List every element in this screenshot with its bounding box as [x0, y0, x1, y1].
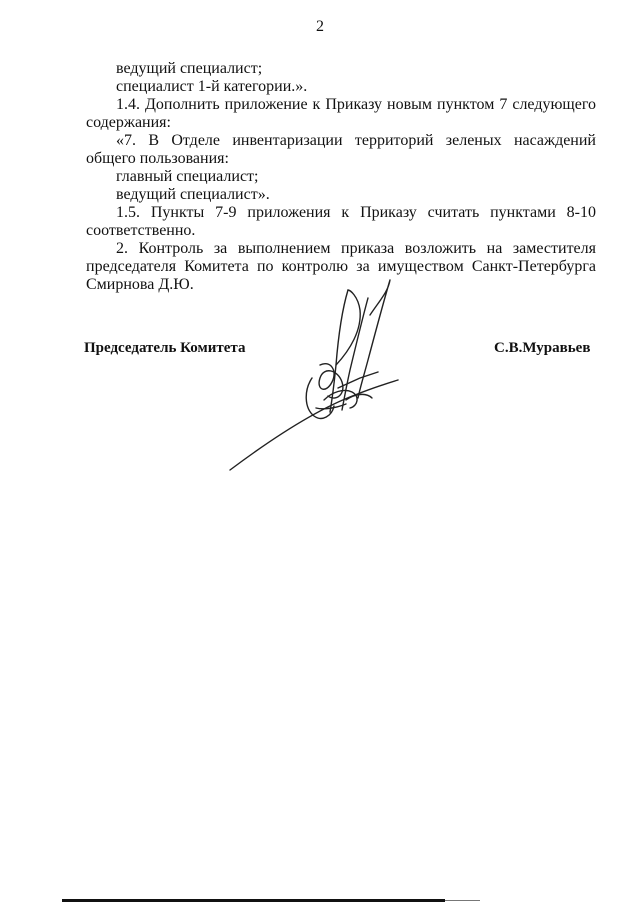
bottom-rule-thin: [445, 900, 480, 901]
list-line-chief-specialist: главный специалист;: [116, 168, 259, 185]
page-number: 2: [316, 18, 324, 35]
handwritten-signature: [220, 270, 420, 480]
signature-position-title: Председатель Комитета: [84, 340, 246, 356]
list-line-specialist-1st-category: специалист 1-й категории.».: [116, 78, 308, 95]
document-body: [86, 60, 596, 294]
signature-signer-name: С.В.Муравьев: [494, 340, 591, 356]
paragraph-item-1-4: 1.4. Дополнить приложение к Приказу новым пунктом 7 следующего содержания:: [86, 96, 596, 131]
paragraph-item-7-quote: «7. В Отделе инвентаризации территорий зеленых насаждений общего пользования:: [86, 132, 596, 167]
list-line-lead-specialist: ведущий специалист;: [116, 60, 263, 77]
paragraph-item-2: 2. Контроль за выполнением приказа возложить на заместителя председателя Комитета по контролю за имуществом Санкт-Петербурга Смирнова Д.Ю.: [86, 240, 596, 293]
paragraph-item-1-5: 1.5. Пункты 7-9 приложения к Приказу считать пунктами 8-10 соответственно.: [86, 204, 596, 239]
list-line-lead-specialist-closing: ведущий специалист».: [116, 186, 270, 203]
bottom-rule: [62, 899, 445, 902]
